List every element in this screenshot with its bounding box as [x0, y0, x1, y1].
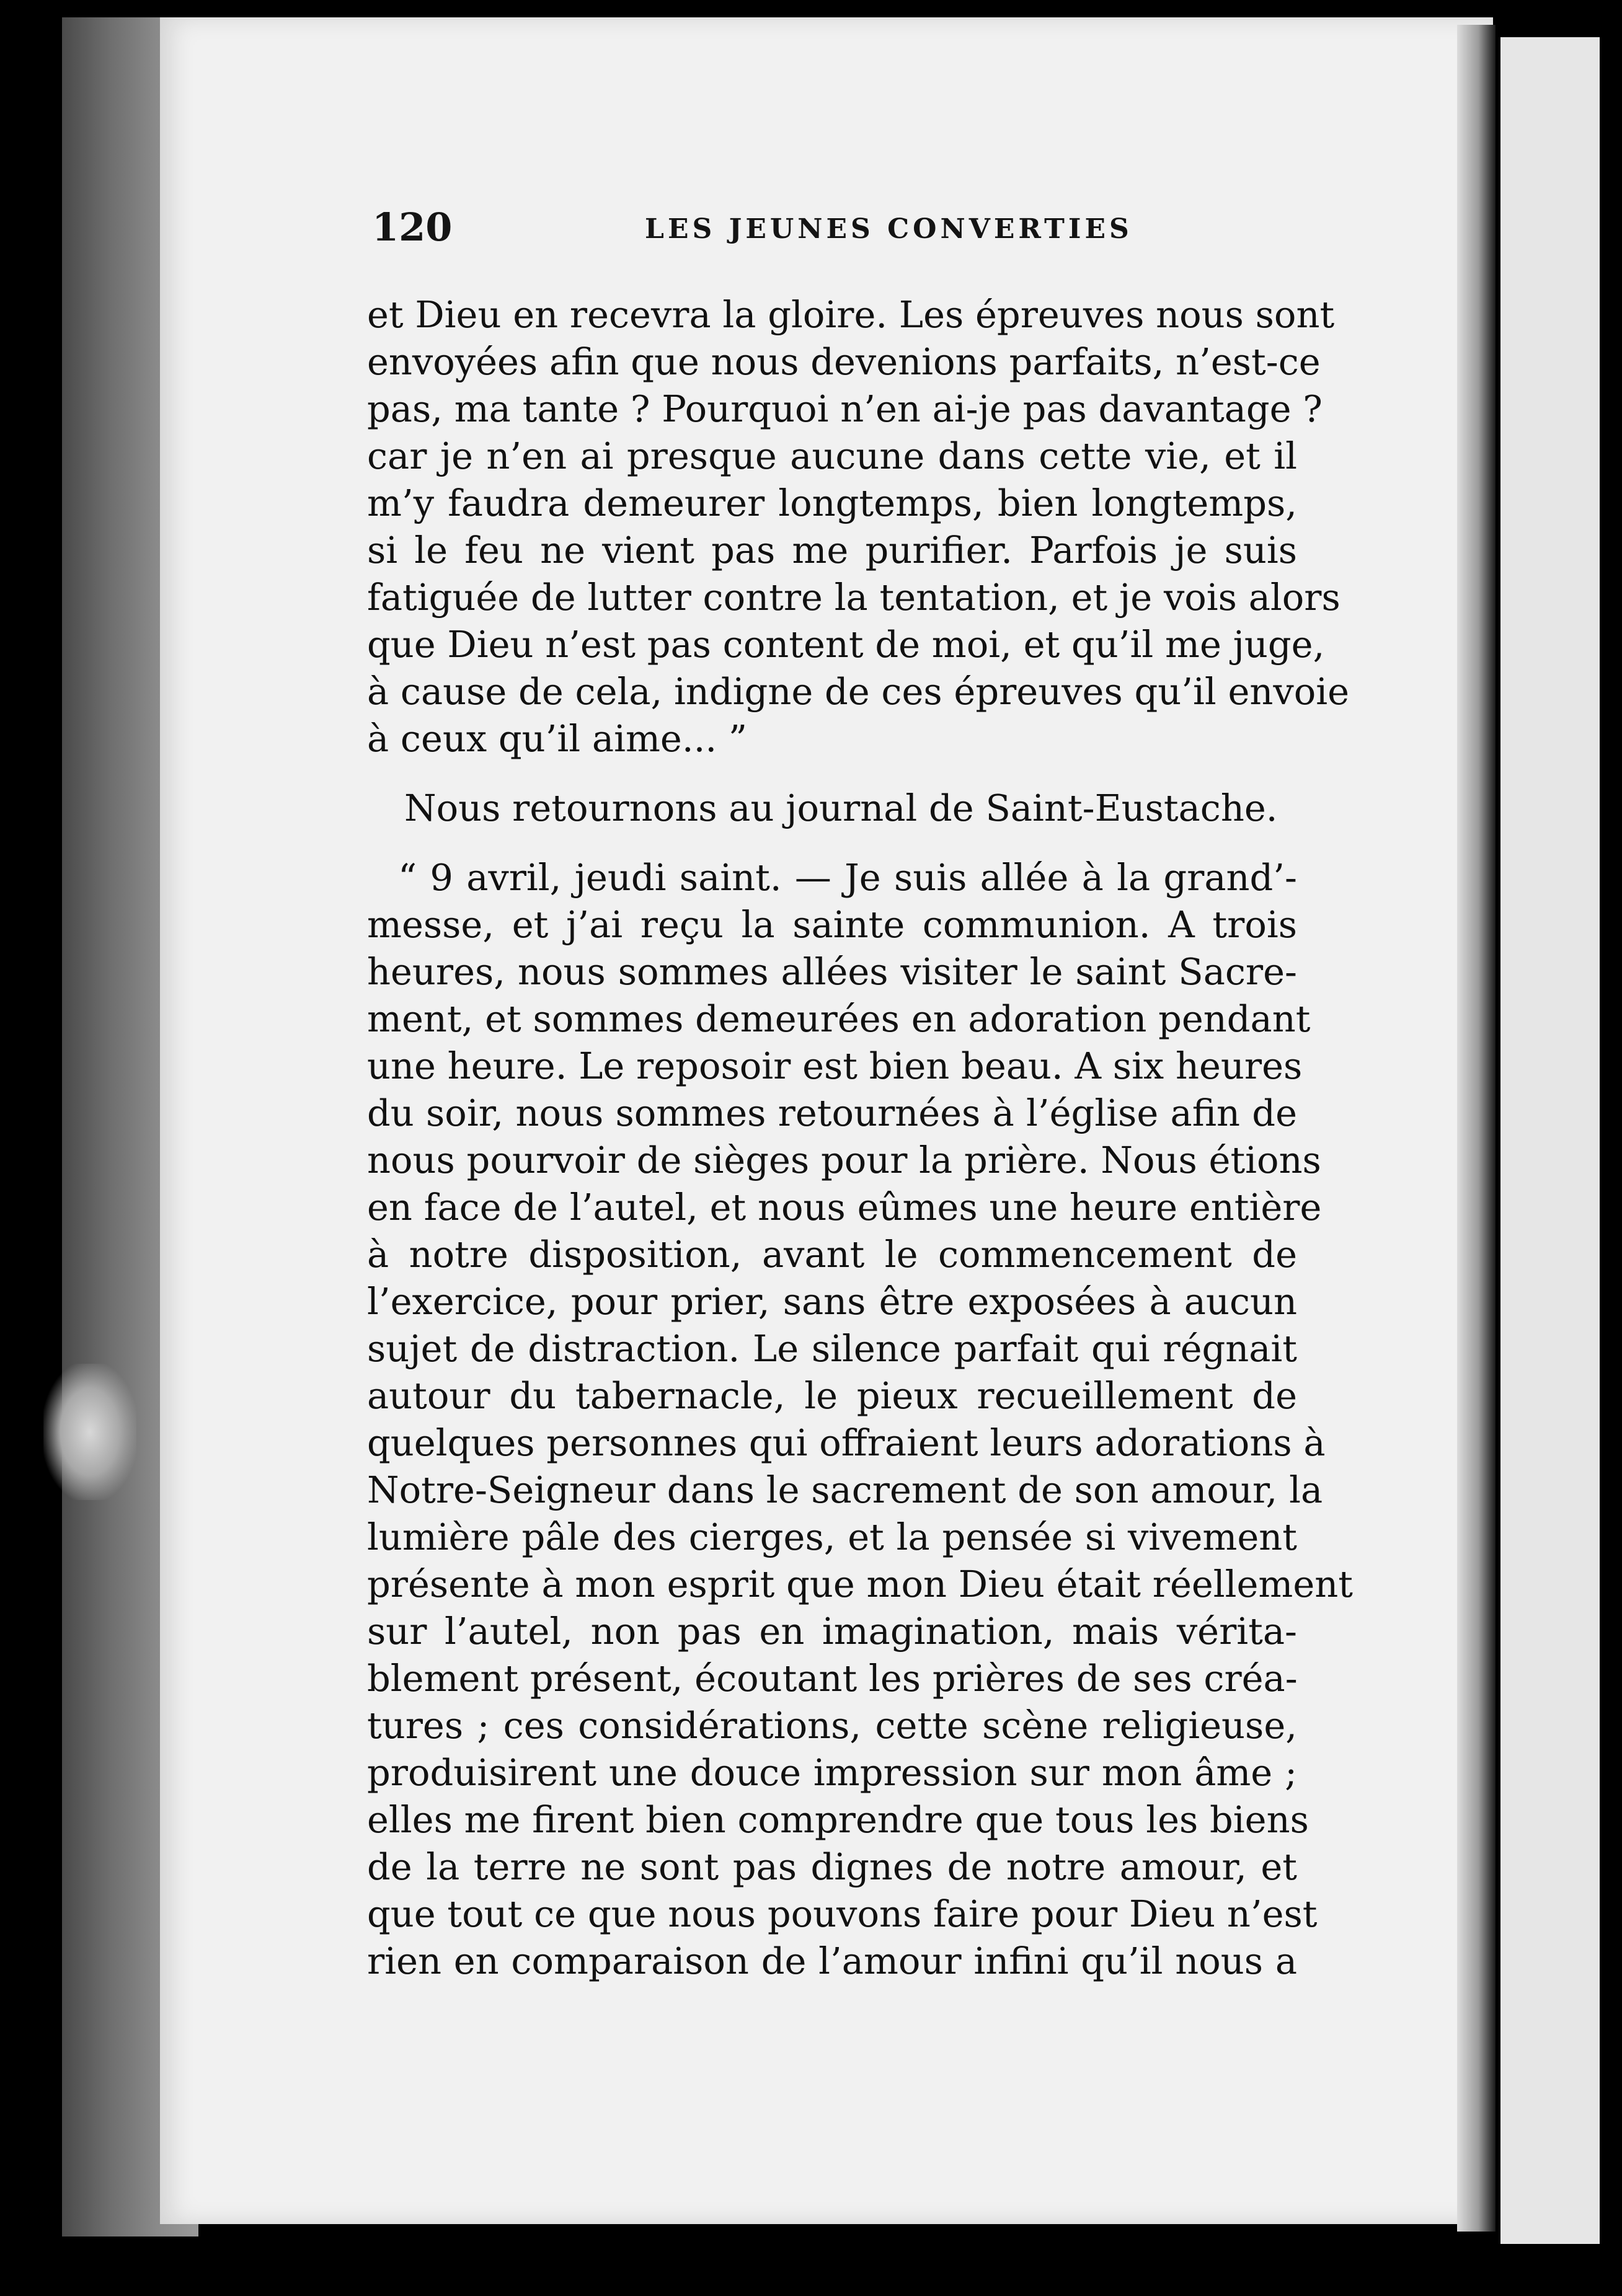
- text-line: Notre-Seigneur dans le sacrement de son amour, la: [367, 1468, 1323, 1511]
- text-line: blement présent, écoutant les prières de ses créa-: [367, 1657, 1298, 1700]
- paper-stain: [43, 1364, 136, 1500]
- text-line: “ 9 avril, jeudi saint. — Je suis allée à la grand’-: [398, 856, 1297, 899]
- text-line: du soir, nous sommes retournées à l’église afin de: [367, 1092, 1297, 1134]
- text-line: à ceux qu’il aime... ”: [367, 717, 748, 760]
- running-title: LES JEUNES CONVERTIES: [645, 213, 1133, 245]
- paragraph-3: [367, 854, 1354, 1985]
- paragraph-gap: [367, 832, 1297, 854]
- text-line: à notre disposition, avant le commencement de: [367, 1233, 1297, 1276]
- text-line: de la terre ne sont pas dignes de notre amour, et: [367, 1845, 1297, 1888]
- page-fold-shadow: [1457, 25, 1496, 2232]
- text-line: rien en comparaison de l’amour infini qu’il nous a: [367, 1940, 1297, 1982]
- page-number: 120: [372, 205, 453, 250]
- text-line: fatiguée de lutter contre la tentation, et je vois alors: [367, 576, 1341, 619]
- text-line: ment, et sommes demeurées en adoration pendant: [367, 997, 1311, 1040]
- next-page-edge: [1500, 37, 1600, 2244]
- text-line: nous pourvoir de sièges pour la prière. Nous étions: [367, 1139, 1321, 1181]
- text-line: une heure. Le reposoir est bien beau. A six heures: [367, 1044, 1303, 1087]
- text-line: sur l’autel, non pas en imagination, mais vérita-: [367, 1610, 1297, 1653]
- text-line: si le feu ne vient pas me purifier. Parfois je suis: [367, 529, 1297, 572]
- text-line: lumière pâle des cierges, et la pensée si vivement: [367, 1516, 1297, 1558]
- text-line: sujet de distraction. Le silence parfait qui régnait: [367, 1327, 1297, 1370]
- paragraph-2: [367, 785, 1297, 832]
- body-text: [367, 291, 1354, 1985]
- text-line: elles me firent bien comprendre que tous les biens: [367, 1798, 1309, 1841]
- text-line: et Dieu en recevra la gloire. Les épreuves nous sont: [367, 293, 1335, 336]
- text-line: autour du tabernacle, le pieux recueillement de: [367, 1374, 1297, 1417]
- text-line: présente à mon esprit que mon Dieu était réellement: [367, 1563, 1354, 1605]
- text-line: envoyées afin que nous devenions parfaits, n’est-ce: [367, 340, 1321, 383]
- text-line: heures, nous sommes allées visiter le saint Sacre-: [367, 950, 1297, 993]
- text-line: à cause de cela, indigne de ces épreuves qu’il envoie: [367, 670, 1350, 713]
- text-line: m’y faudra demeurer longtemps, bien longtemps,: [367, 482, 1297, 524]
- paragraph-gap: [367, 762, 1297, 785]
- text-line: Nous retournons au journal de Saint-Eustache.: [404, 787, 1278, 829]
- text-line: que Dieu n’est pas content de moi, et qu’il me juge,: [367, 623, 1325, 666]
- paragraph-1: [367, 291, 1350, 762]
- text-line: pas, ma tante ? Pourquoi n’en ai-je pas davantage ?: [367, 387, 1323, 430]
- text-line: en face de l’autel, et nous eûmes une heure entière: [367, 1186, 1322, 1229]
- text-line: l’exercice, pour prier, sans être exposées à aucun: [367, 1280, 1297, 1323]
- text-line: messe, et j’ai reçu la sainte communion. A trois: [367, 903, 1297, 946]
- text-line: produisirent une douce impression sur mon âme ;: [367, 1751, 1297, 1794]
- text-line: quelques personnes qui offraient leurs adorations à: [367, 1421, 1326, 1464]
- text-line: car je n’en ai presque aucune dans cette vie, et il: [367, 435, 1297, 477]
- text-line: que tout ce que nous pouvons faire pour Dieu n’est: [367, 1892, 1318, 1935]
- text-line: tures ; ces considérations, cette scène religieuse,: [367, 1704, 1297, 1747]
- page-header: [372, 205, 1277, 260]
